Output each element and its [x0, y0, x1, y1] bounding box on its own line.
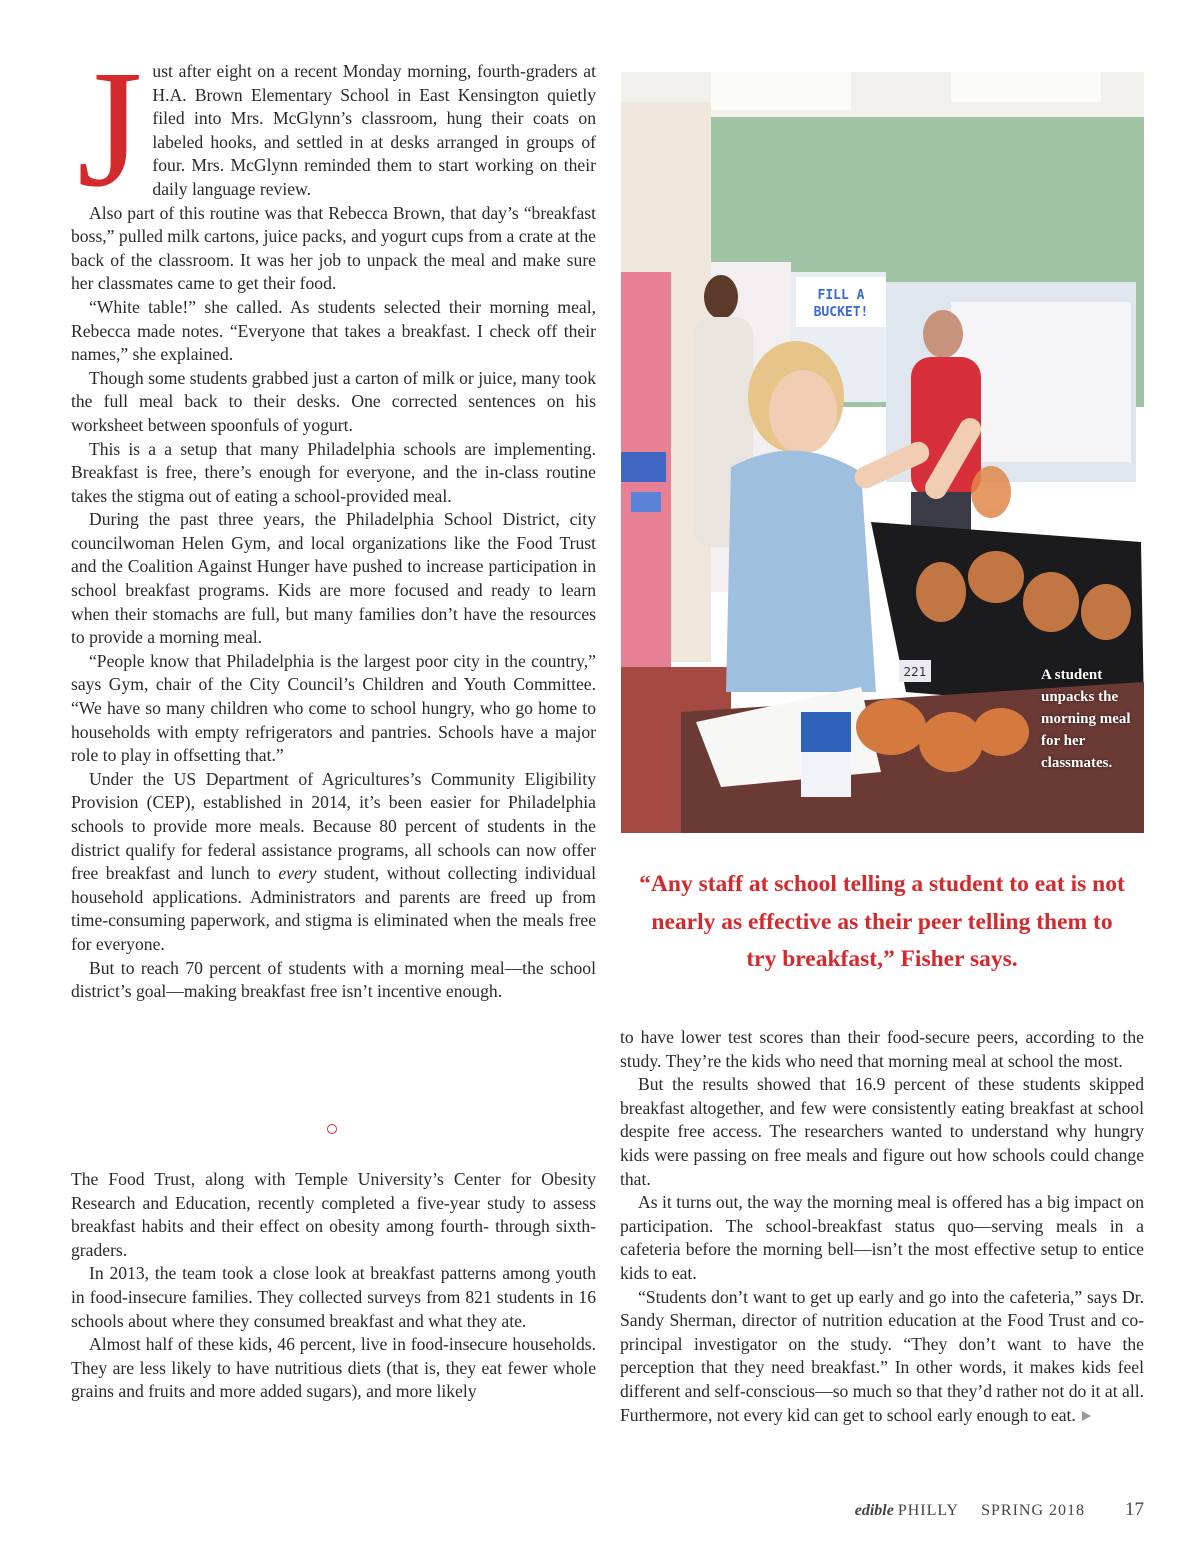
paragraph: The Food Trust, along with Temple University’s Center for Obesity Research and Education, recently completed a five-year study to assess breakfast habits and their effect on obesity among fourth- through sixth-graders.	[71, 1169, 596, 1260]
page-number: 17	[1125, 1499, 1144, 1520]
paragraph: As it turns out, the way the morning meal is offered has a big impact on participation. The school-breakfast status quo—serving meals in a cafeteria before the morning bell—isn’t the most effective setup to entice kids to eat.	[620, 1192, 1144, 1283]
paragraph: This is a a setup that many Philadelphia schools are implementing. Breakfast is free, there’s enough for everyone, and the in-class routine takes the stigma out of eating a school-provided meal.	[71, 438, 596, 506]
paragraph: During the past three years, the Philadelphia School District, city councilwoman Helen Gym, and local organizations like the Food Trust and the Coalition Against Hunger have pushed to increase participation in school breakfast programs. Kids are more focused and ready to learn when their stomachs are full, but many families don’t have the resources to provide a morning meal.	[71, 509, 596, 648]
footer-issue: SPRING 2018	[981, 1502, 1085, 1519]
paragraph: Also part of this routine was that Rebecca Brown, that day’s “breakfast boss,” pulled milk cartons, juice packs, and yogurt cups from a crate at the back of the classroom. It was her job to unpack the meal and make sure her classmates came to get their food.	[71, 202, 596, 294]
footer-brand-philly: PHILLY	[897, 1502, 960, 1519]
paragraph	[620, 1286, 1144, 1428]
paragraph: ust after eight on a recent Monday morning, fourth-graders at H.A. Brown Elementary School in East Kensington quietly filed into Mrs. McGlynn’s classroom, hung their coats on labeled hooks, and settled in at desks arranged in groups of four. Mrs. McGlynn reminded them to start working on their daily language review.	[152, 61, 596, 199]
drop-cap: J	[77, 36, 143, 222]
paragraph: Though some students grabbed just a carton of milk or juice, many took the full meal back to their desks. One corrected sentences on his worksheet between spoonfuls of yogurt.	[71, 367, 596, 435]
photo-caption: A student unpacks the morning meal for her classmates.	[1041, 667, 1131, 771]
article-column-left-bottom	[71, 1168, 596, 1404]
paragraph: But the results showed that 16.9 percent of these students skipped breakfast altogether, and few were consistently eating breakfast at school despite free access. The researchers wanted to understand why hungry kids were passing on free meals and figure out how schools could change that.	[620, 1074, 1144, 1189]
paragraph: to have lower test scores than their food-secure peers, according to the study. They’re the kids who need that morning meal at school the most.	[620, 1027, 1144, 1071]
article-column-right-bottom	[620, 1026, 1144, 1427]
continue-arrow-icon	[1082, 1411, 1091, 1421]
paragraph-text: Under the US Department of Agricultures’s Community Eligibility Provision (CEP), established in 2014, it’s been easier for Philadelphia schools to provide more meals. Because 80 percent of students in the district qualify for federal assistance programs, all schools can now offer free breakfast and lunch to	[71, 768, 596, 884]
emphasis-text: every	[278, 863, 317, 884]
fill-a-bucket-sign-line2: BUCKET!	[813, 305, 869, 320]
paragraph-text: student, without collecting individual household applications. Administrators and parents are freed up from time-consuming paperwork, and stigma is eliminated when the meals free for everyone.	[71, 863, 596, 954]
section-break-circle-icon	[327, 1124, 337, 1134]
paragraph: But to reach 70 percent of students with a morning meal—the school district’s goal—making breakfast free isn’t incentive enough.	[71, 957, 596, 1002]
paragraph	[71, 768, 596, 957]
paragraph: “People know that Philadelphia is the largest poor city in the country,” says Gym, chair of the City Council’s Children and Youth Committee. “We have so many children who come to school hungry, who go home to households with empty refrigerators and pantries. Schools have a major role to play in offsetting that.”	[71, 650, 596, 766]
paragraph: Almost half of these kids, 46 percent, live in food-insecure households. They are less likely to have nutritious diets (that is, they eat fewer whole grains and fruits and more added sugars), and more likely	[71, 1334, 596, 1402]
paragraph: In 2013, the team took a close look at breakfast patterns among youth in food-insecure families. They collected surveys from 821 students in 16 schools about where they consumed breakfast and what they ate.	[71, 1263, 596, 1331]
article-column-left-top	[71, 36, 596, 1004]
paragraph: “White table!” she called. As students selected their morning meal, Rebecca made notes. “Everyone that takes a breakfast. I check off their names,” she explained.	[71, 296, 596, 365]
paragraph-text: “Students don’t want to get up early and go into the cafeteria,” says Dr. Sandy Sherman, director of nutrition education at the Food Trust and co-principal investigator on the study. “They don’t want to have the perception that they need breakfast.” In other words, it makes kids feel different and self-conscious—so much so that they’d rather not do it at all. Furthermore, not every kid can get to school early enough to eat.	[620, 1286, 1144, 1425]
footer-brand-edible: edible	[854, 1502, 894, 1519]
crate-label: 221	[903, 665, 927, 679]
page-footer	[855, 1499, 1144, 1521]
fill-a-bucket-sign-line1: FILL A	[817, 288, 865, 303]
pull-quote: “Any staff at school telling a student to eat is not nearly as effective as their peer telling them to try breakfast,” Fisher says.	[639, 871, 1125, 972]
